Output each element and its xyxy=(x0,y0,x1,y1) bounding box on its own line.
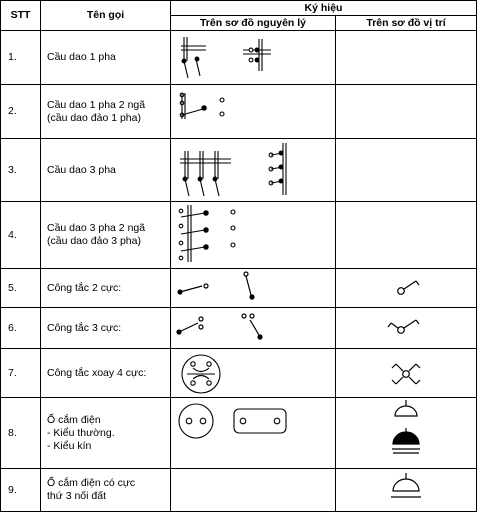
changeover-switch-3pole-icon xyxy=(179,205,235,262)
table-row xyxy=(1,31,477,85)
row-name-line: Ổ cắm điện có cực xyxy=(47,477,136,489)
row-name: Công tắc 3 cực: xyxy=(41,308,171,349)
knife-switch-1pole-icon xyxy=(181,37,206,78)
row-name: Công tắc xoay 4 cực: xyxy=(41,349,171,398)
principle-cell xyxy=(171,469,336,512)
principle-cell xyxy=(171,349,336,398)
header-symbol: Ký hiệu xyxy=(171,1,477,16)
position-cell xyxy=(336,308,477,349)
row-name-line: - Kiểu kín xyxy=(47,439,92,452)
row-name: Cầu dao 1 pha xyxy=(41,31,171,85)
row-name xyxy=(41,85,171,139)
switch-position-3pole-icon xyxy=(388,320,419,333)
position-cell xyxy=(336,202,477,269)
switch-2pole-position-icon xyxy=(244,272,254,299)
row-stt: 8. xyxy=(1,398,41,469)
principle-cell xyxy=(171,85,336,139)
table-row xyxy=(1,398,477,469)
socket-earthed-position-icon xyxy=(391,473,421,497)
row-stt: 5. xyxy=(1,269,41,308)
table-row xyxy=(1,469,477,512)
switch-3pole-position-icon xyxy=(242,314,262,339)
header-name: Tên gọi xyxy=(41,1,171,31)
switch-3pole-icon xyxy=(177,317,203,334)
knife-switch-3pole-icon xyxy=(180,151,231,196)
row-name-line: (cầu dao đảo 1 pha) xyxy=(47,111,141,124)
row-stt: 1. xyxy=(1,31,41,85)
row-stt: 9. xyxy=(1,469,41,512)
position-cell xyxy=(336,469,477,512)
principle-cell xyxy=(171,139,336,202)
table-row xyxy=(1,85,477,139)
position-cell xyxy=(336,85,477,139)
socket-rect-icon xyxy=(234,409,286,433)
position-cell xyxy=(336,398,477,469)
changeover-switch-1pole-icon xyxy=(180,93,224,119)
position-cell xyxy=(336,31,477,85)
row-name: Cầu dao 3 pha xyxy=(41,139,171,202)
row-name xyxy=(41,398,171,469)
row-name-line: Cầu dao 1 pha 2 ngã xyxy=(47,98,146,111)
header-row-1 xyxy=(1,1,477,16)
principle-cell xyxy=(171,308,336,349)
knife-switch-3pole-vertical-icon xyxy=(269,143,286,195)
principle-cell xyxy=(171,269,336,308)
principle-cell xyxy=(171,31,336,85)
principle-cell xyxy=(171,398,336,469)
row-name: Công tắc 2 cực: xyxy=(41,269,171,308)
row-name-line: thứ 3 nối đất xyxy=(47,490,106,502)
row-name-line: (cầu dao đảo 3 pha) xyxy=(47,235,141,247)
row-stt: 2. xyxy=(1,85,41,139)
row-name xyxy=(41,202,171,269)
table-row xyxy=(1,349,477,398)
table-row xyxy=(1,308,477,349)
position-cell xyxy=(336,139,477,202)
header-principle: Trên sơ đồ nguyên lý xyxy=(171,16,336,31)
switch-position-2pole-icon xyxy=(398,281,419,294)
rotary-switch-position-icon xyxy=(392,364,420,384)
row-name-line: - Kiểu thường. xyxy=(47,426,115,439)
row-name-line: Ổ cắm điện xyxy=(47,413,101,426)
row-stt: 6. xyxy=(1,308,41,349)
row-name-line: Cầu dao 3 pha 2 ngã xyxy=(47,222,146,234)
socket-sealed-position-icon xyxy=(392,428,420,453)
header-position: Trên sơ đồ vị trí xyxy=(336,16,477,31)
knife-switch-1pole-alt-icon xyxy=(243,39,271,71)
principle-cell xyxy=(171,202,336,269)
table-row xyxy=(1,202,477,269)
position-cell xyxy=(336,269,477,308)
socket-position-icon xyxy=(395,400,417,416)
row-stt: 7. xyxy=(1,349,41,398)
table-row xyxy=(1,269,477,308)
header-stt: STT xyxy=(1,1,41,31)
row-name xyxy=(41,469,171,512)
row-stt: 3. xyxy=(1,139,41,202)
socket-round-icon xyxy=(179,404,213,438)
row-stt: 4. xyxy=(1,202,41,269)
table-row xyxy=(1,139,477,202)
switch-2pole-icon xyxy=(178,284,208,294)
position-cell xyxy=(336,349,477,398)
rotary-switch-4pole-icon xyxy=(182,355,220,393)
